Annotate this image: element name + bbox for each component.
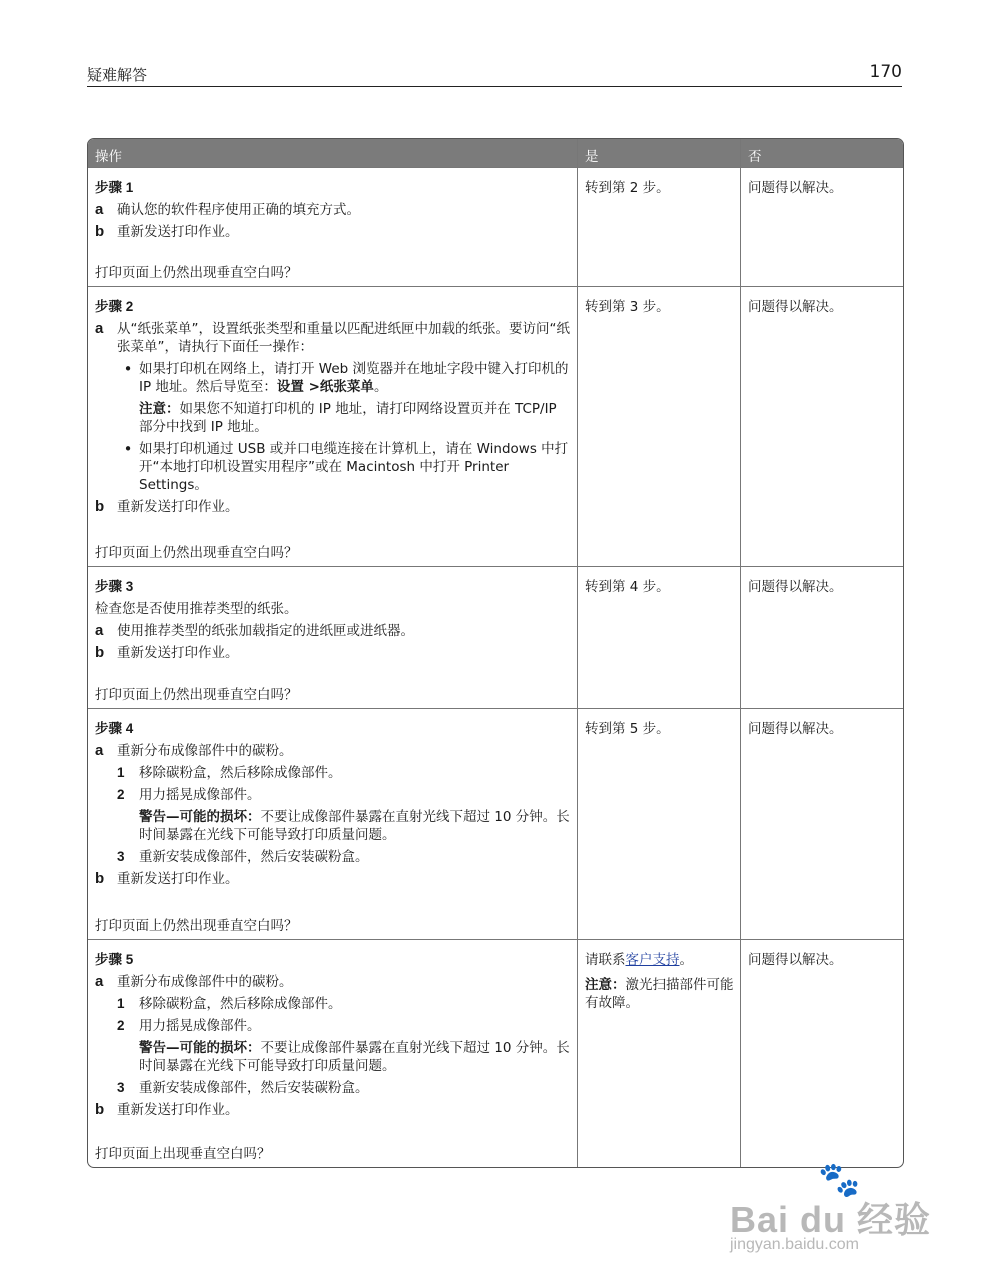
numbered-item: 3 重新安装成像部件，然后安装碳粉盒。 [117,1080,369,1096]
step-title: 步骤 1 [95,180,134,195]
step-intro: 检查您是否使用推荐类型的纸张。 [95,601,298,617]
list-item: b 重新发送打印作业。 [95,870,239,887]
numbered-item: 1 移除碳粉盒，然后移除成像部件。 [117,765,342,781]
bullet-item: • 如果打印机在网络上，请打开 Web 浏览器并在地址字段中键入打印机的 IP 地址。然后导览至：设置 >纸张菜单。 [117,360,571,396]
yes-cell: 转到第 5 步。 [577,709,740,939]
list-item: a 从“纸张菜单”，设置纸张类型和重量以匹配进纸匣中加载的纸张。要访问“纸张菜单”，请执行下面任一操作： [95,320,570,355]
no-cell: 问题得以解决。 [740,287,903,566]
bullet-icon: • [123,440,133,458]
list-item: a 重新分布成像部件中的碳粉。 [95,742,293,759]
step-title: 步骤 2 [95,299,134,314]
step-question: 打印页面上仍然出现垂直空白吗？ [95,687,298,703]
troubleshooting-table [87,138,904,1168]
table-header-row [88,139,903,167]
action-cell [88,709,577,939]
page-number: 170 [869,62,902,82]
warning-note: 警告—可能的损坏：不要让成像部件暴露在直射光线下超过 10 分钟。长时间暴露在光线下可能导致打印质量问题。 [139,1040,570,1074]
action-cell [88,287,577,566]
table-row-step1 [88,167,903,286]
numbered-item: 1 移除碳粉盒，然后移除成像部件。 [117,996,342,1012]
yes-cell: 转到第 3 步。 [577,287,740,566]
header-no: 否 [740,139,903,167]
no-cell: 问题得以解决。 [740,567,903,708]
action-cell [88,168,577,286]
list-item: b 重新发送打印作业。 [95,223,239,240]
bullet-icon: • [123,360,133,378]
watermark-url: jingyan.baidu.com [730,1236,859,1253]
action-cell [88,940,577,1167]
page-header [87,62,902,87]
numbered-item: 3 重新安装成像部件，然后安装碳粉盒。 [117,849,369,865]
list-item: a 确认您的软件程序使用正确的填充方式。 [95,201,360,218]
paw-icon: 🐾 [818,1161,861,1199]
no-cell: 问题得以解决。 [740,709,903,939]
header-action: 操作 [95,149,122,165]
action-cell [88,567,577,708]
table-row-step4 [88,708,903,939]
section-title: 疑难解答 [87,66,148,84]
list-item: b 重新发送打印作业。 [95,644,239,661]
numbered-item: 2 用力摇晃成像部件。 [117,1018,261,1034]
list-item: b 重新发送打印作业。 [95,1101,239,1118]
menu-path: 设置 >纸张菜单 [276,379,374,395]
note: 注意：如果您不知道打印机的 IP 地址，请打印网络设置页并在 TCP/IP 部分中找到 IP 地址。 [139,401,557,435]
table-row-step3 [88,566,903,708]
watermark-logo: Bai du 经验 [730,1199,932,1240]
step-question: 打印页面上仍然出现垂直空白吗？ [95,265,298,281]
note: 注意：激光扫描部件可能有故障。 [585,977,734,1011]
list-item: b 重新发送打印作业。 [95,498,239,515]
numbered-item: 2 用力摇晃成像部件。 [117,787,261,803]
table-row-step2 [88,286,903,566]
step-question: 打印页面上仍然出现垂直空白吗？ [95,918,298,934]
no-cell: 问题得以解决。 [740,168,903,286]
customer-support-link[interactable]: 客户支持 [625,952,680,968]
step-question: 打印页面上出现垂直空白吗？ [95,1146,271,1162]
step-question: 打印页面上仍然出现垂直空白吗？ [95,545,298,561]
yes-cell: 请联系客户支持。 注意：激光扫描部件可能有故障。 [577,940,740,1167]
table-row-step5 [88,939,903,1167]
step-title: 步骤 4 [95,721,134,736]
list-item: a 重新分布成像部件中的碳粉。 [95,973,293,990]
step-title: 步骤 3 [95,579,134,594]
list-item: a 使用推荐类型的纸张加载指定的进纸匣或进纸器。 [95,622,414,639]
no-cell: 问题得以解决。 [740,940,903,1167]
yes-cell: 转到第 4 步。 [577,567,740,708]
bullet-item: • 如果打印机通过 USB 或并口电缆连接在计算机上，请在 Windows 中打开“本地打印机设置实用程序”或在 Macintosh 中打开 Printer Settings。 [117,440,571,494]
watermark [730,1160,960,1253]
step-title: 步骤 5 [95,952,134,967]
header-yes: 是 [577,139,740,167]
warning-note: 警告—可能的损坏：不要让成像部件暴露在直射光线下超过 10 分钟。长时间暴露在光线下可能导致打印质量问题。 [139,809,570,843]
yes-cell: 转到第 2 步。 [577,168,740,286]
